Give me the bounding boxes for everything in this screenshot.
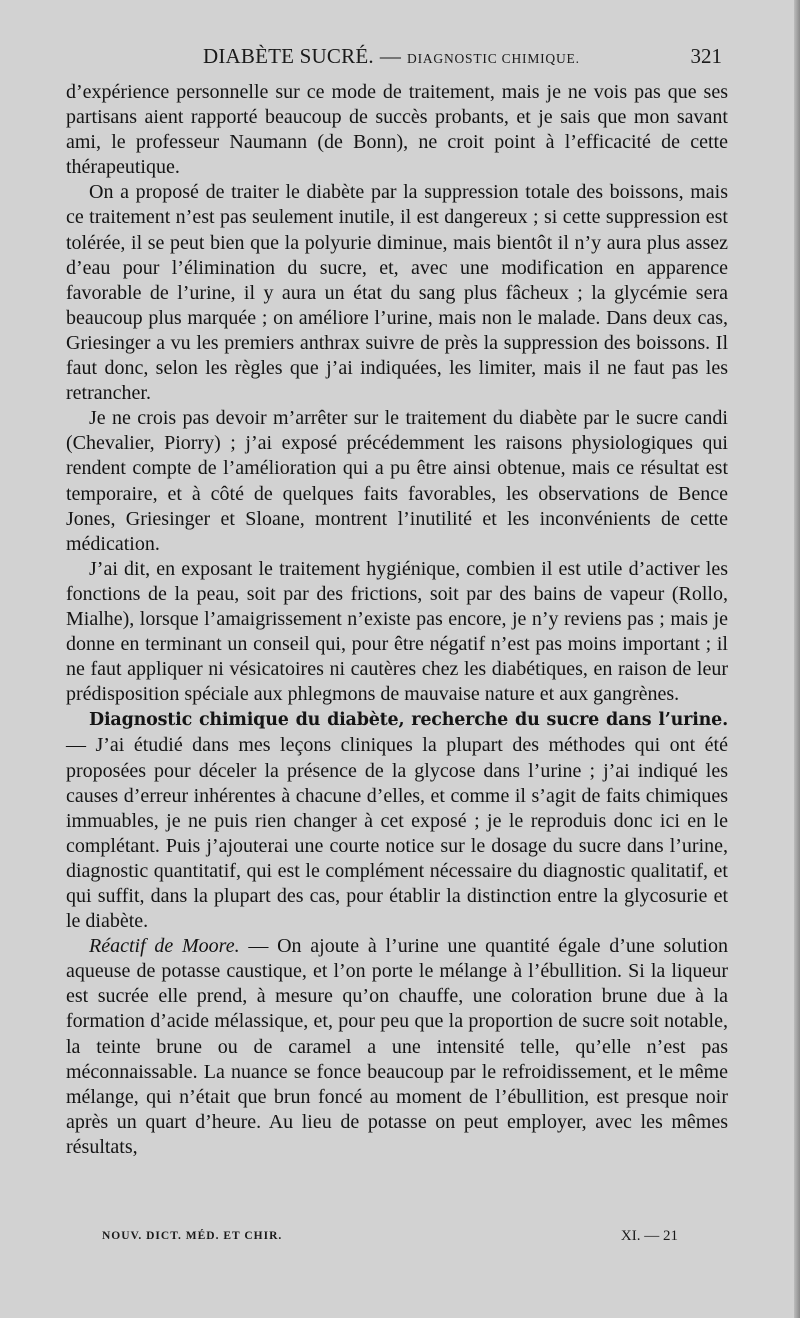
- running-title-sub: DIAGNOSTIC CHIMIQUE.: [407, 51, 580, 66]
- paragraph-3: Je ne crois pas devoir m’arrêter sur le traitement du diabète par le sucre candi (Chevalier, Piorry) ; j’ai exposé précédemment les raisons physiologiques qui rendent compte de l’amélioration qui a pu être ainsi obtenue, mais ce résultat est temporaire, et à côté de quelques faits favorables, les observations de Bence Jones, Griesinger et Sloane, montrent l’inutilité et les inconvénients de cette médication.: [66, 407, 728, 555]
- page-footer: [66, 1228, 730, 1250]
- paragraph-1: d’expérience personnelle sur ce mode de traitement, mais je ne vois pas que ses partisans aient rapporté beaucoup de succès probants, et je sais que mon savant ami, le professeur Naumann (de Bonn), ne croit point à l’efficacité de cette thérapeutique.: [66, 81, 728, 179]
- paragraph-5: [66, 707, 728, 934]
- running-title-dash: —: [379, 44, 402, 68]
- footer-volume: XI. — 21: [620, 1228, 678, 1244]
- paragraph-6: [66, 934, 728, 1160]
- footer-signature: NOUV. DICT. MÉD. ET CHIR.: [102, 1230, 283, 1242]
- paragraph-4: J’ai dit, en exposant le traitement hygiénique, combien il est utile d’activer les fonctions de la peau, soit par des frictions, soit par des bains de vapeur (Rollo, Mialhe), lorsque l’amaigrissement n’existe pas encore, je n’y reviens pas ; mais je donne en terminant un conseil qui, pour être négatif n’est pas moins important ; il ne faut appliquer ni vésicatoires ni cautères chez les diabétiques, en raison de leur prédisposition spéciale aux phlegmons de mauvaise nature et aux gangrènes.: [66, 557, 728, 706]
- paragraph-5-text: — J’ai étudié dans mes leçons cliniques la plupart des méthodes qui ont été proposées pour déceler la présence de la glycose dans l’urine ; j’ai indiqué les causes d’erreur inhérentes à chacune d’elles, et comme il s’agit de faits chimiques immuables, je ne puis rien changer à cet exposé ; je le reproduis donc ici en le complétant. Puis j’ajouterai une courte notice sur le dosage du sucre dans l’urine, diagnostic quantitatif, qui est le complément nécessaire du diagnostic qualitatif, et qui suffit, dans la plupart des cas, pour établir la distinction entre la glycosurie et le diabète.: [66, 734, 728, 933]
- running-title-main: DIABÈTE SUCRÉ.: [203, 44, 374, 68]
- running-title: [203, 44, 580, 69]
- page-number: 321: [690, 44, 722, 68]
- body-text: [66, 80, 728, 1160]
- subheading-reactif-moore: Réactif de Moore.: [89, 935, 240, 958]
- running-head: [66, 44, 730, 74]
- paragraph-6-text: — On ajoute à l’urine une quantité égale d’une solution aqueuse de potasse caustique, et l’on porte le mélange à l’ébullition. Si la liqueur est sucrée elle prend, à mesure qu’on chauffe, une coloration brune due à la formation d’acide mélassique, et, pour peu que la proportion de sucre soit notable, la teinte brune ou de caramel a une intensité telle, qu’elle n’est pas méconnaissable. La nuance se fonce beaucoup par le refroidissement, et le même mélange, qui n’était que brun foncé au moment de l’ébullition, est presque noir après un quart d’heure. Au lieu de potasse on peut employer, avec les mêmes résultats,: [66, 935, 728, 1158]
- paragraph-2: On a proposé de traiter le diabète par la suppression totale des boissons, mais ce traitement n’est pas seulement inutile, il est dangereux ; si cette suppression est tolérée, il se peut bien que la polyurie diminue, mais bientôt il n’y aura plus assez d’eau pour l’élimination du sucre, et, avec une modification en apparence favorable de l’urine, il y aura un état du sang plus fâcheux ; la glycémie sera beaucoup plus marquée ; on améliore l’urine, mais non le malade. Dans deux cas, Griesinger a vu les premiers anthrax suivre de près la suppression des boissons. Il faut donc, selon les règles que j’ai indiquées, les limiter, mais il ne faut pas les retrancher.: [66, 181, 728, 405]
- section-heading-diagnostic: Diagnostic chimique du diabète, recherche du sucre dans l’urine.: [89, 710, 728, 731]
